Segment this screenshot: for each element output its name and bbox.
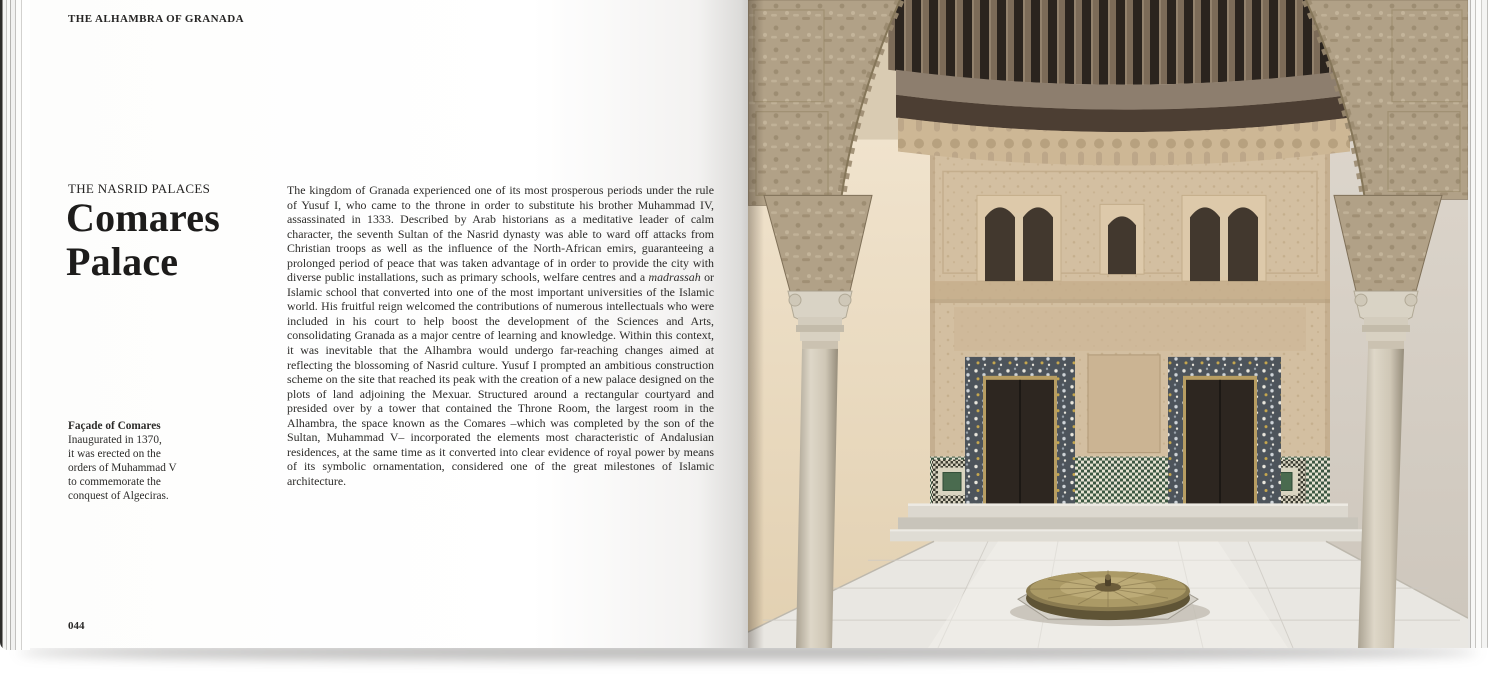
caption-line: to commemorate the: [68, 476, 161, 488]
running-head: THE ALHAMBRA OF GRANADA: [68, 13, 244, 25]
photo-caption: [68, 419, 177, 503]
body-part-1: The kingdom of Granada experienced one of its most prosperous periods under the rule of Yusuf I, who came to the throne in order to substitute his brother Muhammad IV, assassinated in 1333. Described by Arab historians as a meditative leader of calm character, the seventh Sultan of the Nasrid dynasty was able to ward off attacks from Christian troops as well as the influence of the North-African emirs, guaranteeing a prolonged period of peace that was taken advantage of in order to provide the city with diverse public installations, such as primary schools, welfare centres and a: [287, 183, 714, 285]
window-arch: [1190, 207, 1220, 281]
marble-steps: [890, 503, 1366, 541]
door-right: [1168, 357, 1281, 505]
caption-line: orders of Muhammad V: [68, 462, 177, 474]
page-edges-left: [0, 0, 30, 650]
window-arch: [1108, 216, 1136, 274]
body-part-2: or Islamic school that converted into one of the most important universities of the Islamic world. His fruitful reign welcomed the contributions of numerous intellectuals who were included in his court to help boost the development of the Sciences and Arts, consolidating Granada as a major centre of learning and knowledge. Within this context, it was inevitable that the Alhambra would undergo far-reaching changes aimed at reflecting the blossoming of Nasrid culture. Yusuf I prompted an ambitious construction scheme on the site that reached its peak with the creation of a new palace designed on the plots of land adjoining the Mexuar. Structured around a rectangular courtyard and presided over by a tower that contained the Throne Room, the largest room in the Alhambra, the space known as the Comares –which was completed by the son of the Sultan, Muhammad V– incorporated the elements most characteristic of Andalusian residences, at the same time as it converted into clear evidence of royal power by means of its symbolic ornamentation, considered one of the great milestones of Islamic architecture.: [287, 270, 714, 488]
courtyard-photo: [748, 0, 1468, 648]
gutter-shadow-overlay: [748, 0, 764, 648]
page-edges-right: [1468, 0, 1492, 648]
caption-line: Inaugurated in 1370,: [68, 434, 162, 446]
window-arch: [1228, 207, 1258, 281]
article-body: [287, 183, 714, 488]
title-line-2: Palace: [66, 239, 179, 284]
facade-windows: [977, 195, 1266, 281]
body-italic-term: madrassah: [648, 270, 701, 285]
caption-line: conquest of Algeciras.: [68, 490, 169, 502]
caption-heading: Façade of Comares: [68, 420, 161, 432]
window-arch: [1023, 207, 1053, 281]
window-arch: [985, 207, 1015, 281]
caption-line: it was erected on the: [68, 448, 161, 460]
page-title: [66, 196, 220, 284]
left-page: [30, 0, 748, 648]
page-number: 044: [68, 620, 85, 632]
right-page-photo: [748, 0, 1468, 648]
wooden-eaves: [888, 0, 1360, 165]
section-kicker: THE NASRID PALACES: [68, 181, 211, 196]
title-line-1: Comares: [66, 195, 220, 240]
door-left: [965, 357, 1075, 505]
